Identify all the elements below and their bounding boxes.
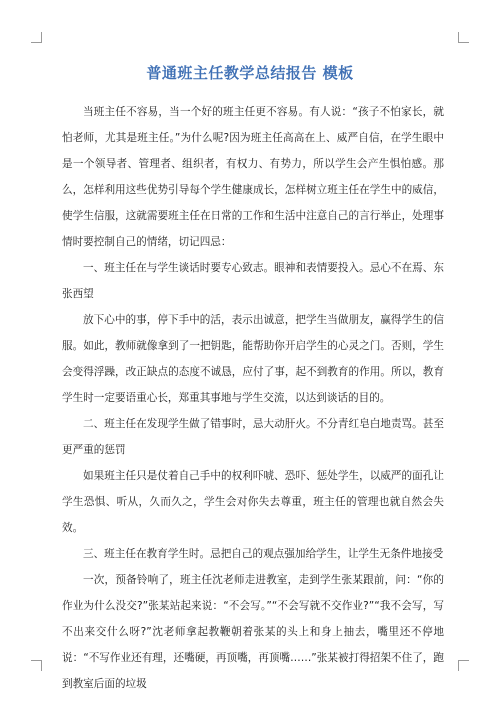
paragraph-rule-3-example: 一次，预备铃响了，班主任沈老师走进教室，走到学生张某跟前，问：“你的作业为什么没交?”张某站起来说：“不会写。”“不会写就不交作业?”“我不会写，写不出来交什么呀?”沈老师拿起教鞭朝着张某的头上和身上抽去，嘴里还不停地说：“不写作业还有理，还嘴硬，再顶嘴，再顶嘴……”张某被打得招架不住了，跑到教室后面的垃圾 [62, 574, 444, 690]
document-title: 普通班主任教学总结报告 模板 [146, 64, 354, 82]
page-corner-mark-top-left [31, 32, 42, 43]
document-body [62, 99, 444, 697]
page-corner-mark-bottom-right [458, 660, 469, 671]
paragraph-intro: 当班主任不容易，当一个好的班主任更不容易。有人说：“孩子不怕家长，就怕老师，尤其是班主任。”为什么呢?因为班主任高高在上、威严自信，在学生眼中是一个领导者、管理者、组织者，有权力、有势力，所以学生会产生惧怕感。那么，怎样利用这些优势引导每个学生健康成长，怎样树立班主任在学生中的威信，使学生信服，这就需要班主任在日常的工作和生活中注意自己的言行举止，处理事情时要控制自己的情绪，切记四忌： [62, 106, 444, 248]
paragraph-rule-1-body: 放下心中的事，停下手中的活，表示出诚意，把学生当做朋友，赢得学生的信服。如此，教师就像拿到了一把钥匙，能帮助你开启学生的心灵之门。否则，学生会变得浮躁，改正缺点的态度不诚恳，应付了事，起不到教育的作用。所以，教育学生时一定要语重心长，郑重其事地与学生交流，以达到谈话的目的。 [62, 314, 444, 404]
paragraph-rule-3-heading: 三、班主任在教育学生时。忌把自己的观点强加给学生，让学生无条件地接受 [83, 548, 444, 560]
paragraph-rule-2-heading: 二、班主任在发现学生做了错事时，忌大动肝火。不分青红皂白地责骂。甚至更严重的惩罚 [62, 418, 444, 456]
page-corner-mark-bottom-left [31, 660, 42, 671]
page-corner-mark-top-right [458, 32, 469, 43]
paragraph-rule-1-heading: 一、班主任在与学生谈话时要专心致志。眼神和表情要投入。忌心不在焉、东张西望 [62, 262, 444, 300]
paragraph-rule-2-body: 如果班主任只是仗着自己手中的权利吓唬、恐吓、惩处学生，以威严的面孔让学生恐惧、听从，久而久之，学生会对你失去尊重，班主任的管理也就自然会失效。 [62, 470, 444, 534]
